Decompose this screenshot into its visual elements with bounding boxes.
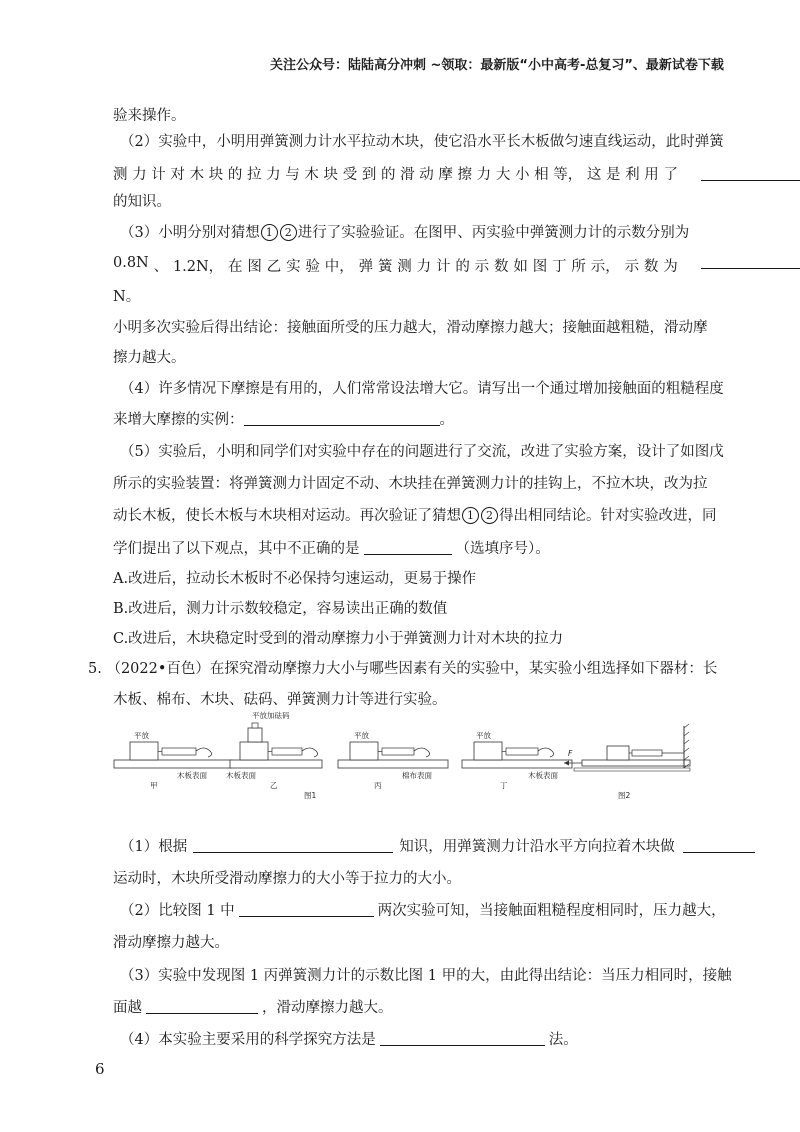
char: 测 bbox=[113, 167, 128, 183]
char: 为 bbox=[663, 259, 678, 275]
spring-scale bbox=[506, 748, 538, 755]
text-segment: （3）小明分别对猜想 bbox=[120, 225, 260, 241]
char: 力 bbox=[416, 259, 432, 275]
weight bbox=[248, 728, 262, 742]
char: 块 bbox=[208, 167, 224, 183]
text-line: N。 bbox=[113, 289, 141, 305]
text-line: 运动时，木块所受滑动摩擦力的大小等于拉力的大小。 bbox=[113, 871, 461, 887]
text-line: 滑动摩擦力越大。 bbox=[113, 935, 229, 951]
text-line bbox=[113, 996, 393, 1017]
text-segment: 动长木板，使长木板与木块相对运动。再次验证了猜想 bbox=[113, 508, 461, 524]
answer-blank-q5-4[interactable] bbox=[380, 1031, 545, 1046]
char: 块 bbox=[323, 167, 339, 183]
label-flat: 平放 bbox=[354, 731, 369, 740]
char: 利 bbox=[625, 167, 640, 183]
text-line bbox=[113, 408, 454, 429]
text-segment: 。 bbox=[439, 412, 454, 428]
text-line-justified bbox=[113, 163, 800, 184]
char: 相 bbox=[534, 167, 549, 183]
text-segment: 得出相同结论。针对实验改进，同 bbox=[499, 508, 717, 524]
char: 对 bbox=[170, 167, 185, 183]
text-line bbox=[113, 537, 550, 558]
page-number: 6 bbox=[95, 1060, 105, 1078]
text-line: 的知识。 bbox=[113, 194, 171, 210]
char: 木 bbox=[304, 167, 319, 183]
option-c: C.改进后，木块稳定时受到的滑动摩擦力小于弹簧测力计对木块的拉力 bbox=[113, 631, 564, 647]
label-yi: 乙 bbox=[270, 781, 278, 790]
setup-ding bbox=[462, 730, 572, 790]
text-segment: 来增大摩擦的实例： bbox=[113, 412, 244, 428]
setup-yi bbox=[226, 710, 322, 790]
text-segment: 面越 bbox=[113, 1000, 142, 1016]
wood-block bbox=[130, 742, 158, 760]
hand-icon bbox=[414, 748, 430, 757]
question-4-part-4: （4）许多情况下摩擦是有用的，人们常常设法增大它。请写出一个通过增加接触面的粗糙程度 bbox=[120, 381, 724, 397]
label-surface: 木板表面 bbox=[177, 771, 207, 780]
question-5-stem: 5. （2022•百色）在探究滑动摩擦力大小与哪些因素有关的实验中，某实验小组选择如下器材：长 bbox=[88, 661, 718, 677]
char: 这 bbox=[586, 167, 602, 183]
char: 力 bbox=[132, 167, 147, 183]
text-line: 所示的实验装置：将弹簧测力计固定不动、木块挂在弹簧测力计的挂钩上，不拉木块，改为拉 bbox=[113, 476, 708, 492]
experiment-figure bbox=[112, 708, 702, 808]
char: 0.8N bbox=[113, 255, 149, 271]
char: 大 bbox=[495, 167, 511, 183]
text-line: 验来操作。 bbox=[113, 108, 186, 124]
char: 摩 bbox=[438, 167, 453, 183]
char: 中， bbox=[324, 259, 354, 275]
char: 数 bbox=[494, 259, 509, 275]
hand-icon bbox=[302, 748, 318, 757]
text-segment: （选填序号）。 bbox=[455, 541, 550, 557]
label-jia: 甲 bbox=[150, 781, 158, 790]
text-line: 木板、棉布、木块、砝码、弹簧测力计等进行实验。 bbox=[113, 692, 447, 708]
char: 到 bbox=[361, 167, 377, 183]
spring-scale bbox=[382, 748, 414, 755]
char: 丁 bbox=[552, 259, 567, 275]
label-bing: 丙 bbox=[374, 781, 382, 790]
char: 与 bbox=[285, 167, 300, 183]
question-5-part-3: （3）实验中发现图 1 丙弹簧测力计的示数比图 1 甲的大，由此得出结论：当压力相同时，接触 bbox=[120, 968, 732, 984]
answer-blank-q5-3[interactable] bbox=[146, 999, 258, 1014]
char: 力 bbox=[476, 167, 492, 183]
label-fig2: 图2 bbox=[618, 791, 631, 800]
char: 木 bbox=[189, 167, 205, 183]
char: 滑 bbox=[400, 167, 415, 183]
char: 在 bbox=[228, 259, 243, 275]
wood-block bbox=[240, 742, 268, 760]
char: 用 bbox=[644, 167, 659, 183]
char: 1.2N， bbox=[172, 259, 224, 275]
char: 拉 bbox=[246, 167, 262, 183]
text-line-justified bbox=[113, 254, 800, 276]
char: 示， bbox=[590, 259, 620, 275]
setup-jia bbox=[114, 730, 232, 790]
hand-icon bbox=[196, 748, 212, 757]
label-surface: 木板表面 bbox=[528, 771, 558, 780]
wood-block bbox=[607, 746, 629, 760]
question-4-part-5: （5）实验后，小明和同学们对实验中存在的问题进行了交流，改进了实验方案，设计了如图戊 bbox=[120, 444, 724, 460]
justified-chars bbox=[113, 163, 678, 184]
answer-blank-q5-1b[interactable] bbox=[683, 838, 755, 853]
text-segment: 法。 bbox=[548, 1032, 578, 1048]
question-4-part-3 bbox=[120, 221, 689, 242]
char: 小 bbox=[514, 167, 530, 183]
char: 示 bbox=[474, 259, 490, 275]
question-5-part-1 bbox=[120, 835, 755, 856]
question-5-part-2 bbox=[120, 899, 726, 920]
char: 乙 bbox=[266, 259, 282, 275]
text-segment: （2）比较图 1 中 bbox=[120, 903, 235, 919]
char: 擦 bbox=[457, 167, 473, 183]
char: 图 bbox=[532, 259, 548, 275]
spring-scale bbox=[272, 748, 302, 755]
label-fig1: 图1 bbox=[304, 791, 317, 800]
text-line: 小明多次实验后得出结论：接触面所受的压力越大，滑动摩擦力越大；接触面越粗糙，滑动摩 bbox=[113, 320, 708, 336]
char: 动 bbox=[419, 167, 434, 183]
text-segment: 进行了实验验证。在图甲、丙实验中弹簧测力计的示数分别为 bbox=[297, 225, 690, 241]
text-segment: 知识，用弹簧测力计沿水平方向拉着木块做 bbox=[399, 839, 675, 855]
char: 计 bbox=[435, 259, 451, 275]
answer-blank-3[interactable] bbox=[701, 254, 800, 269]
answer-blank-q5-2[interactable] bbox=[239, 902, 374, 917]
spring-scale bbox=[162, 748, 196, 755]
char: 簧 bbox=[377, 259, 393, 275]
char: 图 bbox=[247, 259, 262, 275]
char: 弹 bbox=[358, 259, 374, 275]
char: 了 bbox=[663, 167, 678, 183]
label-surface: 棉布表面 bbox=[402, 771, 432, 780]
spring-scale bbox=[632, 750, 662, 756]
label-ding: 丁 bbox=[500, 781, 508, 790]
wood-block bbox=[474, 742, 502, 760]
setup-bing bbox=[304, 730, 448, 800]
text-line bbox=[113, 504, 717, 525]
label-flat: 平放 bbox=[134, 731, 149, 740]
text-segment: 两次实验可知，当接触面粗糙程度相同时，压力越大， bbox=[377, 903, 726, 919]
char: 力 bbox=[266, 167, 281, 183]
answer-blank-q5-1a[interactable] bbox=[193, 838, 393, 853]
char: 示 bbox=[624, 259, 640, 275]
char: 所 bbox=[571, 259, 586, 275]
page-header: 关注公众号：陆陆高分冲刺 ~领取：最新版“小中高考-总复习”、最新试卷下载 bbox=[270, 58, 724, 73]
char: 的 bbox=[227, 167, 243, 183]
char: 、 bbox=[153, 259, 169, 275]
label-force: F bbox=[568, 749, 573, 758]
char: 的 bbox=[380, 167, 396, 183]
char: 的 bbox=[455, 259, 470, 275]
answer-blank-2[interactable] bbox=[701, 166, 800, 181]
char: 数 bbox=[643, 259, 659, 275]
char: 受 bbox=[342, 167, 358, 183]
circled-number: 2 bbox=[280, 224, 297, 241]
char: 实 bbox=[286, 259, 301, 275]
circled-number: 2 bbox=[481, 507, 498, 524]
figure-svg bbox=[112, 708, 702, 808]
char: 测 bbox=[397, 259, 412, 275]
wood-block bbox=[350, 742, 378, 760]
question-5-part-4 bbox=[120, 1028, 578, 1049]
label-surface: 木板表面 bbox=[226, 771, 256, 780]
char: 是 bbox=[606, 167, 621, 183]
char: 等， bbox=[553, 167, 583, 183]
answer-blank-4[interactable] bbox=[244, 411, 440, 426]
option-b: B.改进后，测力计示数较稳定，容易读出正确的数值 bbox=[113, 601, 448, 617]
hand-icon bbox=[538, 748, 554, 757]
circled-number: 1 bbox=[462, 507, 479, 524]
text-segment: （1）根据 bbox=[120, 839, 188, 855]
char: 计 bbox=[151, 167, 166, 183]
char: 验 bbox=[305, 259, 320, 275]
text-segment: （4）本实验主要采用的科学探究方法是 bbox=[120, 1032, 376, 1048]
text-segment: ，滑动摩擦力越大。 bbox=[262, 1000, 393, 1016]
question-4-part-2: （2）实验中，小明用弹簧测力计水平拉动木块，使它沿水平长木板做匀速直线运动，此时弹簧 bbox=[120, 134, 724, 150]
char: 如 bbox=[513, 259, 528, 275]
label-flat: 平放 bbox=[476, 731, 491, 740]
text-segment: 学们提出了以下观点，其中不正确的是 bbox=[113, 541, 360, 557]
option-a: A.改进后，拉动长木板时不必保持匀速运动，更易于操作 bbox=[113, 571, 477, 587]
circled-number: 1 bbox=[261, 224, 278, 241]
setup-fig2 bbox=[564, 724, 690, 800]
justified-chars bbox=[113, 255, 678, 276]
answer-blank-5[interactable] bbox=[364, 540, 452, 555]
text-line: 擦力越大。 bbox=[113, 350, 186, 366]
label-flat-weight: 平放加砝码 bbox=[252, 711, 290, 720]
